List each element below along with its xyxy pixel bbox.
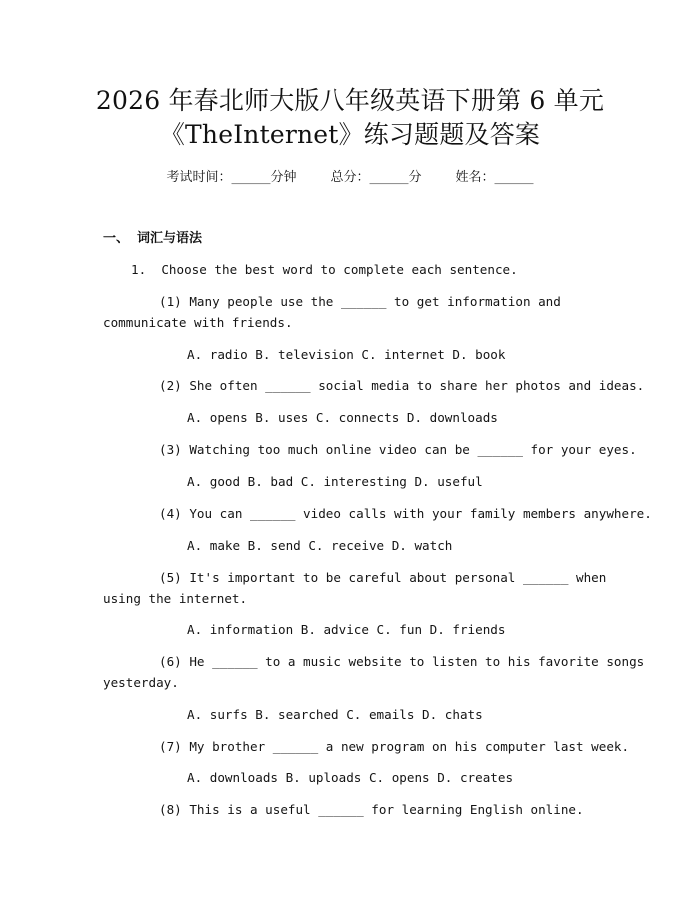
question-6-text-continued: yesterday.: [103, 675, 179, 690]
exam-time-label: 考试时间：______分钟: [166, 170, 297, 185]
document-title-line-2: 《TheInternet》练习题题及答案: [159, 120, 541, 149]
question-7-options: A. downloads B. uploads C. opens D. creates: [187, 770, 514, 785]
section-heading: [103, 230, 202, 248]
question-3-options: A. good B. bad C. interesting D. useful: [187, 474, 483, 489]
document-title-line-1: 2026 年春北师大版八年级英语下册第 6 单元: [95, 86, 605, 115]
question-1-text-continued: communicate with friends.: [103, 315, 293, 330]
question-2-options: A. opens B. uses C. connects D. downloads: [187, 410, 498, 425]
question-8-text: (8) This is a useful ______ for learning English online.: [159, 802, 584, 817]
section-title: 词汇与语法: [137, 231, 203, 246]
question-7-text: (7) My brother ______ a new program on his computer last week.: [159, 739, 630, 754]
question-4-text: (4) You can ______ video calls with your family members anywhere.: [159, 506, 652, 521]
question-6-options: A. surfs B. searched C. emails D. chats: [187, 707, 483, 722]
question-4-options: A. make B. send C. receive D. watch: [187, 538, 453, 553]
question-3-text: (3) Watching too much online video can be ______ for your eyes.: [159, 442, 637, 457]
section-number: 一、: [103, 231, 130, 246]
question-1-options: A. radio B. television C. internet D. book: [187, 347, 506, 362]
question-2-text: (2) She often ______ social media to share her photos and ideas.: [159, 378, 645, 393]
exercise-instruction: 1. Choose the best word to complete each sentence.: [131, 262, 518, 277]
question-1-text: (1) Many people use the ______ to get information and: [159, 294, 561, 309]
total-score-label: 总分：______分: [330, 170, 422, 185]
question-5-options: A. information B. advice C. fun D. friends: [187, 622, 506, 637]
exam-info-row: [0, 169, 700, 187]
question-5-text: (5) It's important to be careful about personal ______ when: [159, 570, 607, 585]
question-5-text-continued: using the internet.: [103, 591, 248, 606]
question-6-text: (6) He ______ to a music website to listen to his favorite songs: [159, 654, 645, 669]
student-name-label: 姓名：______: [455, 170, 534, 185]
